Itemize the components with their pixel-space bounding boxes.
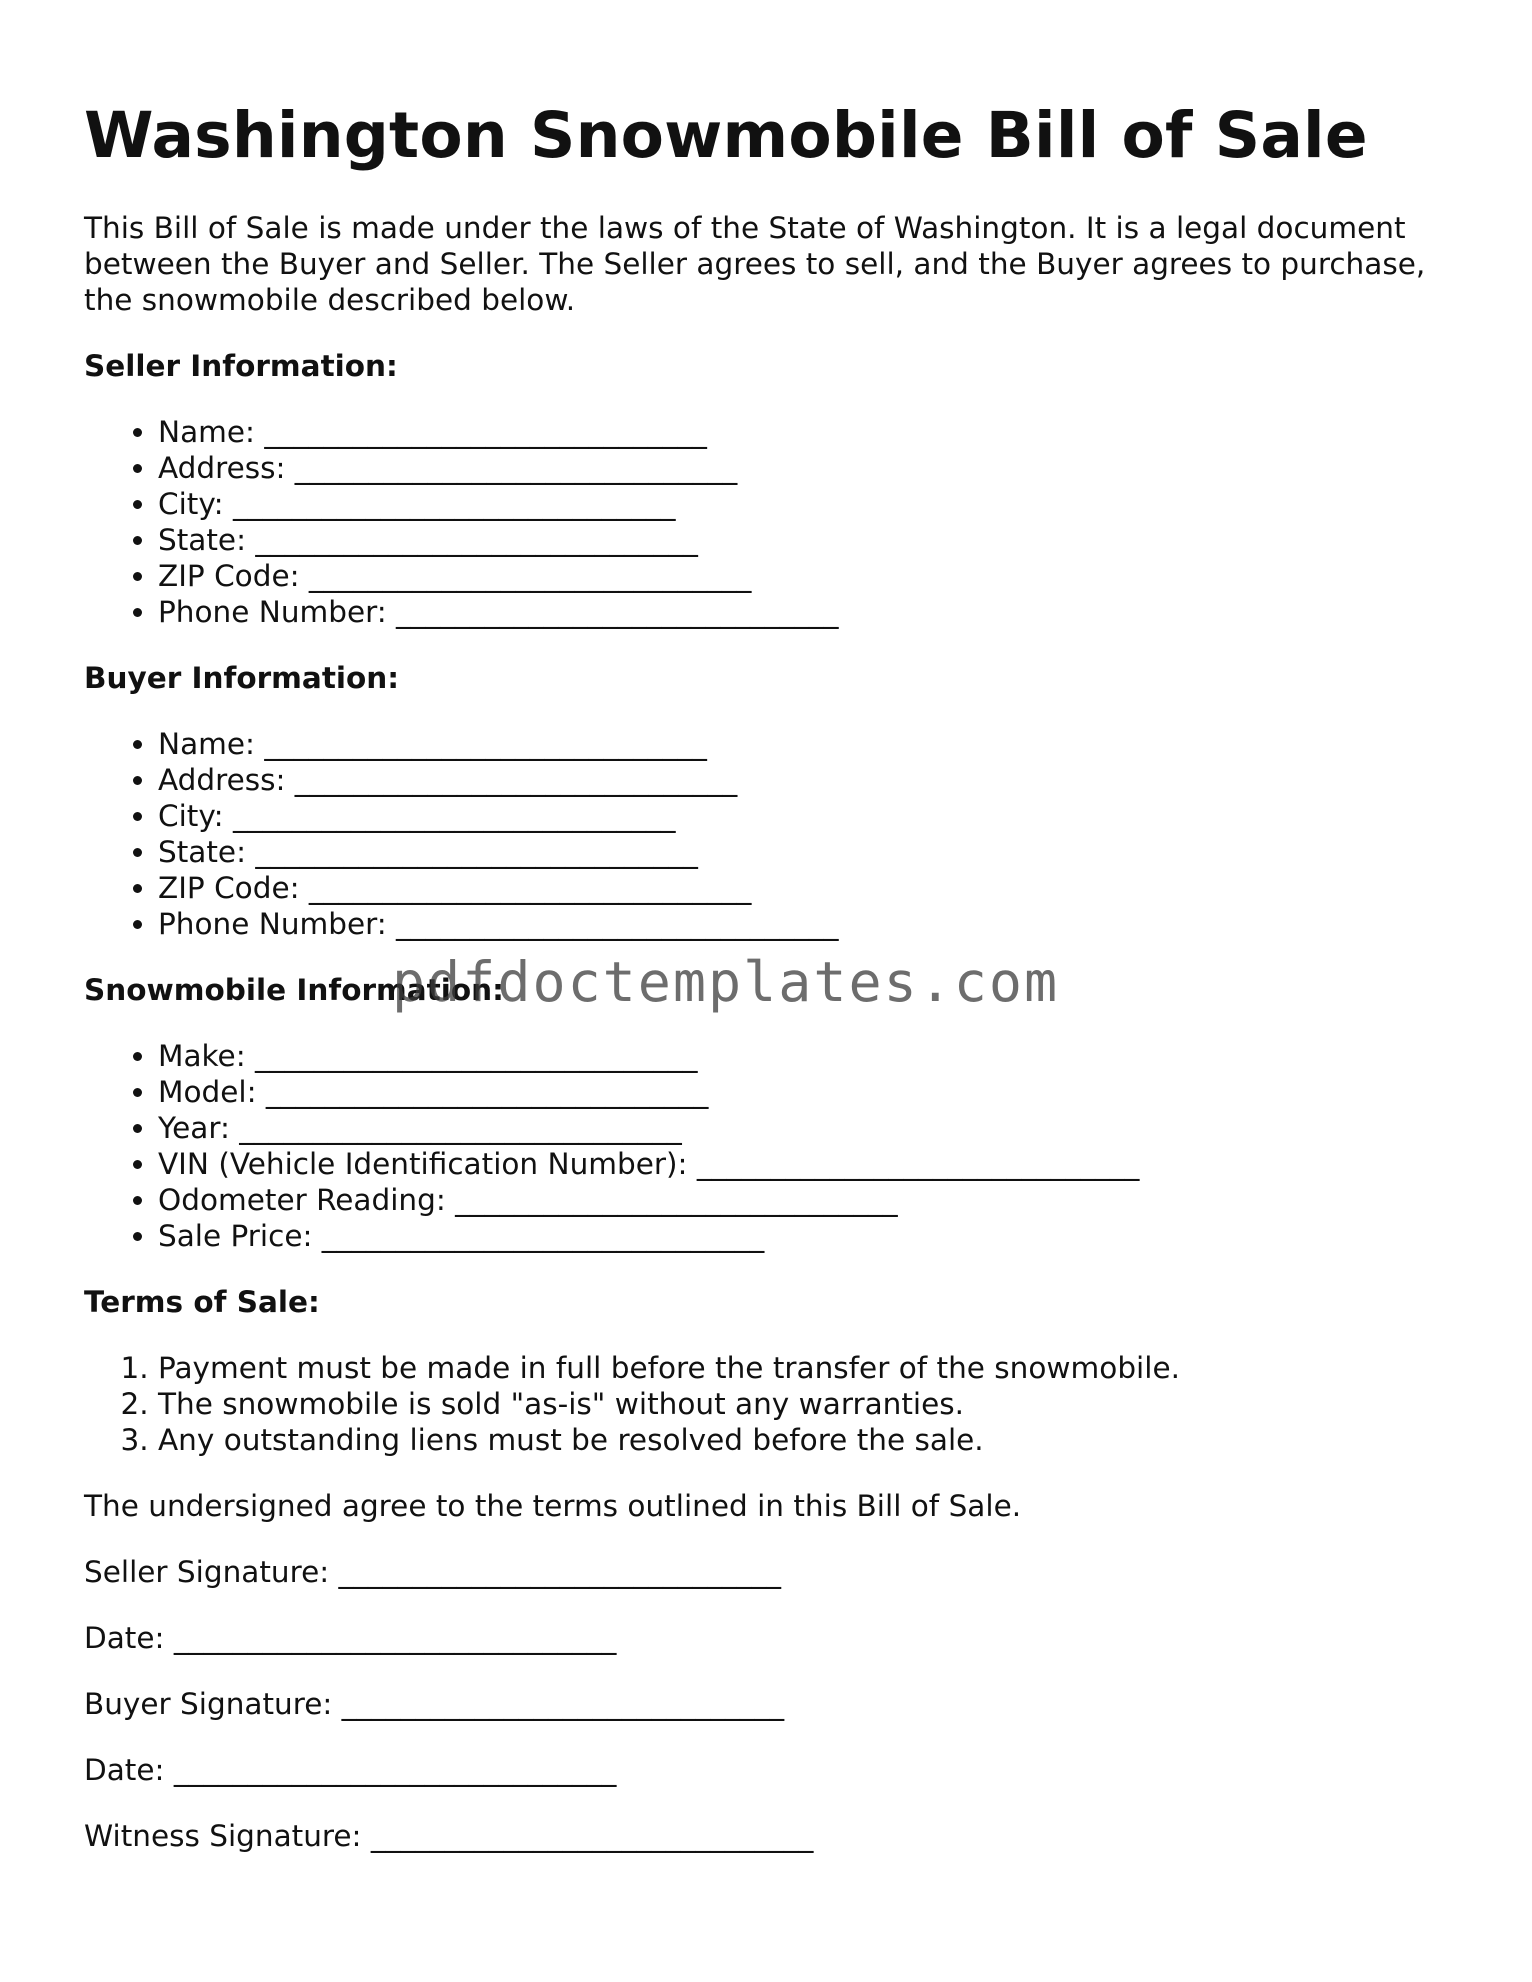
watermark-text: pdfdoctemplates.com <box>392 950 1060 1014</box>
terms-list <box>84 1350 1464 1458</box>
buyer-state-field: • State: ______________________________ <box>158 834 1464 870</box>
seller-state-field: • State: ______________________________ <box>158 522 1464 558</box>
witness-signature-line: Witness Signature: ______________________________ <box>84 1819 814 1854</box>
seller-zip-field: • ZIP Code: ______________________________ <box>158 558 1464 594</box>
seller-heading: Seller Information: <box>84 349 398 384</box>
term-item: 2. The snowmobile is sold "as-is" without any warranties. <box>158 1386 1464 1422</box>
snowmobile-odometer-field: • Odometer Reading: ______________________________ <box>158 1182 1464 1218</box>
snowmobile-field-list <box>84 1038 1464 1254</box>
buyer-field-list <box>84 726 1464 942</box>
snowmobile-heading: Snowmobile Information: <box>84 973 504 1008</box>
snowmobile-vin-field: • VIN (Vehicle Identification Number): ______________________________ <box>158 1146 1464 1182</box>
seller-field-list <box>84 414 1464 630</box>
buyer-signature-line: Buyer Signature: ______________________________ <box>84 1687 785 1722</box>
snowmobile-make-field: • Make: ______________________________ <box>158 1038 1464 1074</box>
seller-date-line: Date: ______________________________ <box>84 1621 617 1656</box>
snowmobile-model-field: • Model: ______________________________ <box>158 1074 1464 1110</box>
seller-city-field: • City: ______________________________ <box>158 486 1464 522</box>
intro-paragraph: This Bill of Sale is made under the laws of the State of Washington. It is a legal document between the Buyer and Seller. The Seller agrees to sell, and the Buyer agrees to purchase, the snowmobile described below. <box>84 211 1426 318</box>
buyer-heading: Buyer Information: <box>84 661 400 696</box>
agreement-text: The undersigned agree to the terms outlined in this Bill of Sale. <box>84 1489 1022 1524</box>
seller-signature-line: Seller Signature: ______________________________ <box>84 1555 782 1590</box>
buyer-address-field: • Address: ______________________________ <box>158 762 1464 798</box>
terms-heading: Terms of Sale: <box>84 1285 320 1320</box>
document-title: Washington Snowmobile Bill of Sale <box>84 99 1368 172</box>
snowmobile-price-field: • Sale Price: ______________________________ <box>158 1218 1464 1254</box>
seller-phone-field: • Phone Number: ______________________________ <box>158 594 1464 630</box>
seller-address-field: • Address: ______________________________ <box>158 450 1464 486</box>
term-item: 3. Any outstanding liens must be resolved before the sale. <box>158 1422 1464 1458</box>
term-item: 1. Payment must be made in full before the transfer of the snowmobile. <box>158 1350 1464 1386</box>
snowmobile-year-field: • Year: ______________________________ <box>158 1110 1464 1146</box>
document-page <box>84 100 1464 1884</box>
buyer-name-field: • Name: ______________________________ <box>158 726 1464 762</box>
buyer-zip-field: • ZIP Code: ______________________________ <box>158 870 1464 906</box>
buyer-phone-field: • Phone Number: ______________________________ <box>158 906 1464 942</box>
seller-name-field: • Name: ______________________________ <box>158 414 1464 450</box>
buyer-city-field: • City: ______________________________ <box>158 798 1464 834</box>
buyer-date-line: Date: ______________________________ <box>84 1753 617 1788</box>
